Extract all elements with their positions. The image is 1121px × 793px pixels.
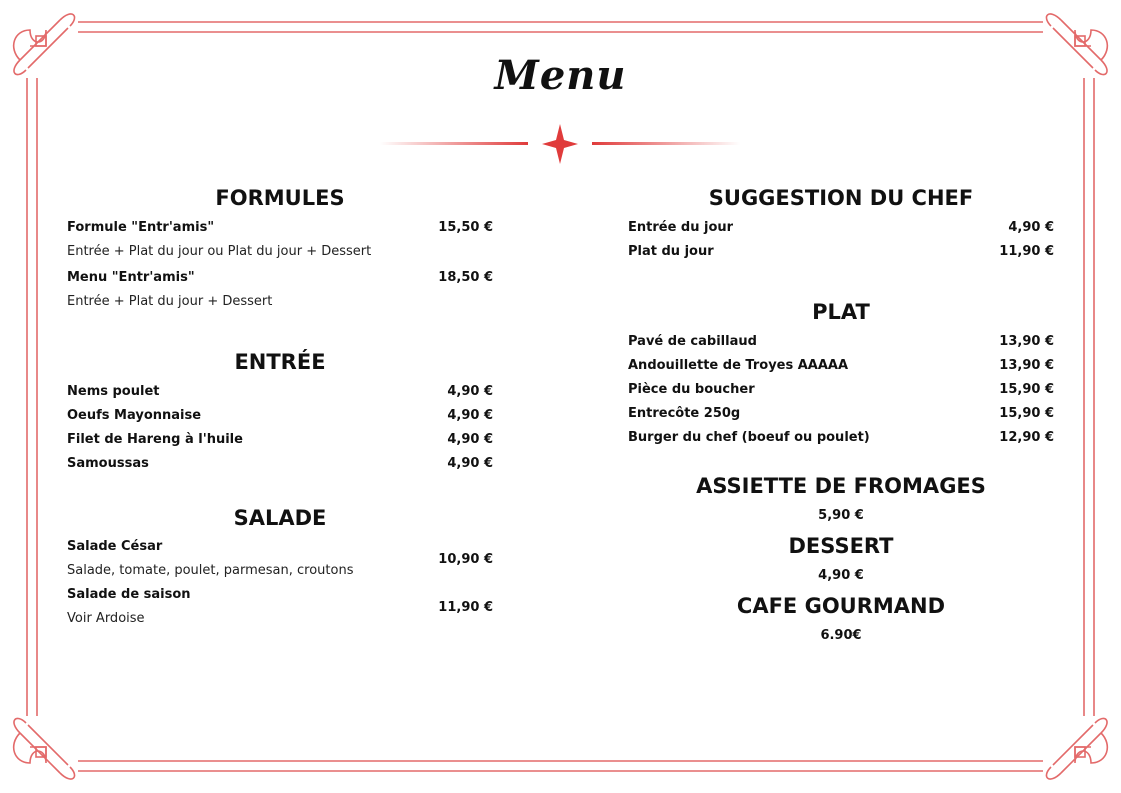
item-price: 4,90 € xyxy=(447,383,493,399)
item-price: 12,90 € xyxy=(999,429,1054,445)
list-item xyxy=(67,583,493,631)
section-title-entree: ENTRÉE xyxy=(234,350,326,374)
corner-ornament-bl xyxy=(14,718,75,779)
list-item xyxy=(628,329,1054,353)
list-item xyxy=(628,215,1054,239)
section-title-formules: FORMULES xyxy=(215,186,345,210)
item-price: 15,90 € xyxy=(999,381,1054,397)
item-price: 4,90 € xyxy=(447,431,493,447)
list-item xyxy=(67,535,493,583)
item-description: Entrée + Plat du jour + Dessert xyxy=(67,294,273,309)
list-item xyxy=(628,401,1054,425)
item-price: 18,50 € xyxy=(438,269,493,285)
section-title-salade: SALADE xyxy=(233,506,327,530)
section-title-cafe: CAFE GOURMAND xyxy=(736,594,946,618)
item-price: 13,90 € xyxy=(999,357,1054,373)
item-price: 4,90 € xyxy=(447,455,493,471)
corner-ornament-br xyxy=(1046,718,1107,779)
item-name: Formule "Entr'amis" xyxy=(67,219,215,235)
section-title-plat: PLAT xyxy=(812,300,870,324)
item-name: Samoussas xyxy=(67,455,149,471)
item-name: Filet de Hareng à l'huile xyxy=(67,431,243,447)
item-price: 15,50 € xyxy=(438,219,493,235)
list-item xyxy=(67,215,493,239)
cafe-price: 6.90€ xyxy=(820,628,862,643)
item-price: 11,90 € xyxy=(438,599,493,615)
list-item xyxy=(67,403,493,427)
item-price: 15,90 € xyxy=(999,405,1054,421)
list-item xyxy=(67,451,493,475)
item-description: Entrée + Plat du jour ou Plat du jour + Dessert xyxy=(67,244,372,259)
list-item xyxy=(628,377,1054,401)
item-price: 11,90 € xyxy=(999,243,1054,259)
list-item xyxy=(628,239,1054,263)
page-title: Menu xyxy=(494,52,627,99)
item-name: Nems poulet xyxy=(67,383,160,399)
list-item xyxy=(67,427,493,451)
section-title-dessert: DESSERT xyxy=(788,534,894,558)
item-price: 13,90 € xyxy=(999,333,1054,349)
list-item xyxy=(628,353,1054,377)
item-name: Pavé de cabillaud xyxy=(628,333,757,349)
list-item xyxy=(628,425,1054,449)
section-title-suggestion: SUGGESTION DU CHEF xyxy=(708,186,974,210)
item-name: Salade César xyxy=(67,539,163,554)
fromages-price: 5,90 € xyxy=(818,508,864,523)
item-description: Salade, tomate, poulet, parmesan, croutons xyxy=(67,563,354,578)
item-name: Oeufs Mayonnaise xyxy=(67,407,202,423)
item-price: 4,90 € xyxy=(1008,219,1054,235)
item-name: Salade de saison xyxy=(67,587,191,602)
list-item xyxy=(67,379,493,403)
item-name: Plat du jour xyxy=(628,243,714,259)
right-column xyxy=(628,183,1054,651)
item-name: Entrecôte 250g xyxy=(628,405,741,421)
title-divider-star-icon xyxy=(380,122,740,166)
item-name: Menu "Entr'amis" xyxy=(67,269,195,285)
list-item xyxy=(67,265,493,289)
dessert-price: 4,90 € xyxy=(818,568,864,583)
item-price: 4,90 € xyxy=(447,407,493,423)
left-column xyxy=(67,183,493,631)
item-name: Entrée du jour xyxy=(628,219,734,235)
item-description: Voir Ardoise xyxy=(67,611,145,626)
item-name: Burger du chef (boeuf ou poulet) xyxy=(628,429,870,445)
section-title-fromages: ASSIETTE DE FROMAGES xyxy=(696,474,986,498)
item-name: Pièce du boucher xyxy=(628,381,755,397)
item-price: 10,90 € xyxy=(438,551,493,567)
item-name: Andouillette de Troyes AAAAA xyxy=(628,357,849,373)
